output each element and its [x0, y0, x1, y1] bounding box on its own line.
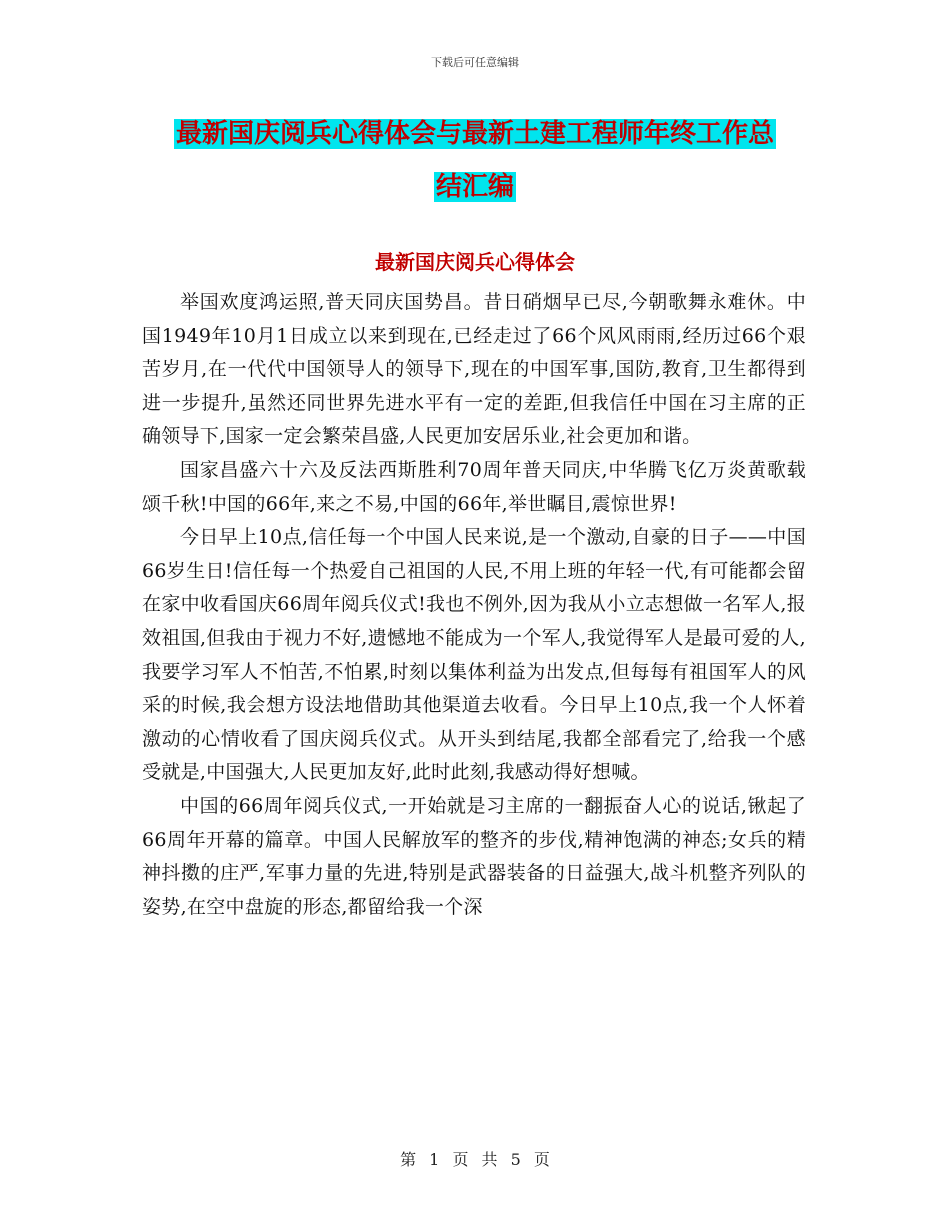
- document-title-line2: 结汇编: [435, 172, 514, 202]
- paragraph-1: 举国欢度鸿运照,普天同庆国势昌。昔日硝烟早已尽,今朝歌舞永难休。中国1949年10月1日成立以来到现在,已经走过了66个风风雨雨,经历过66个艰苦岁月,在一代代中国领导人的领导下,现在的中国军事,国防,教育,卫生都得到进一步提升,虽然还同世界先进水平有一定的差距,但我信任中国在习主席的正确领导下,国家一定会繁荣昌盛,人民更加安居乐业,社会更加和谐。: [142, 291, 806, 448]
- page-footer: 第 1 页 共 5 页: [400, 1150, 550, 1169]
- document-title-line1: 最新国庆阅兵心得体会与最新土建工程师年终工作总: [175, 119, 774, 149]
- paragraph-2: 国家昌盛六十六及反法西斯胜利70周年普天同庆,中华腾飞亿万炎黄歌载颂千秋!中国的66年,来之不易,中国的66年,举世瞩目,震惊世界!: [142, 458, 806, 515]
- section-title: 最新国庆阅兵心得体会: [375, 250, 575, 274]
- paragraph-3: 今日早上10点,信任每一个中国人民来说,是一个激动,自豪的日子——中国66岁生日!信任每一个热爱自己祖国的人民,不用上班的年轻一代,有可能都会留在家中收看国庆66周年阅兵仪式!我也不例外,因为我从小立志想做一名军人,报效祖国,但我由于视力不好,遗憾地不能成为一个军人,我觉得军人是最可爱的人,我要学习军人不怕苦,不怕累,时刻以集体利益为出发点,但每每有祖国军人的风采的时候,我会想方设法地借助其他渠道去收看。今日早上10点,我一个人怀着激动的心情收看了国庆阅兵仪式。从开头到结尾,我都全部看完了,给我一个感受就是,中国强大,人民更加友好,此时此刻,我感动得好想喊。: [142, 526, 806, 784]
- header-note: 下载后可任意编辑: [431, 56, 519, 69]
- paragraph-4: 中国的66周年阅兵仪式,一开始就是习主席的一翻振奋人心的说话,锹起了66周年开幕的篇章。中国人民解放军的整齐的步伐,精神饱满的神态;女兵的精神抖擞的庄严,军事力量的先进,特别是武器装备的日益强大,战斗机整齐列队的姿势,在空中盘旋的形态,都留给我一个深: [142, 794, 806, 918]
- body-text: [142, 286, 806, 924]
- document-title: [140, 108, 810, 214]
